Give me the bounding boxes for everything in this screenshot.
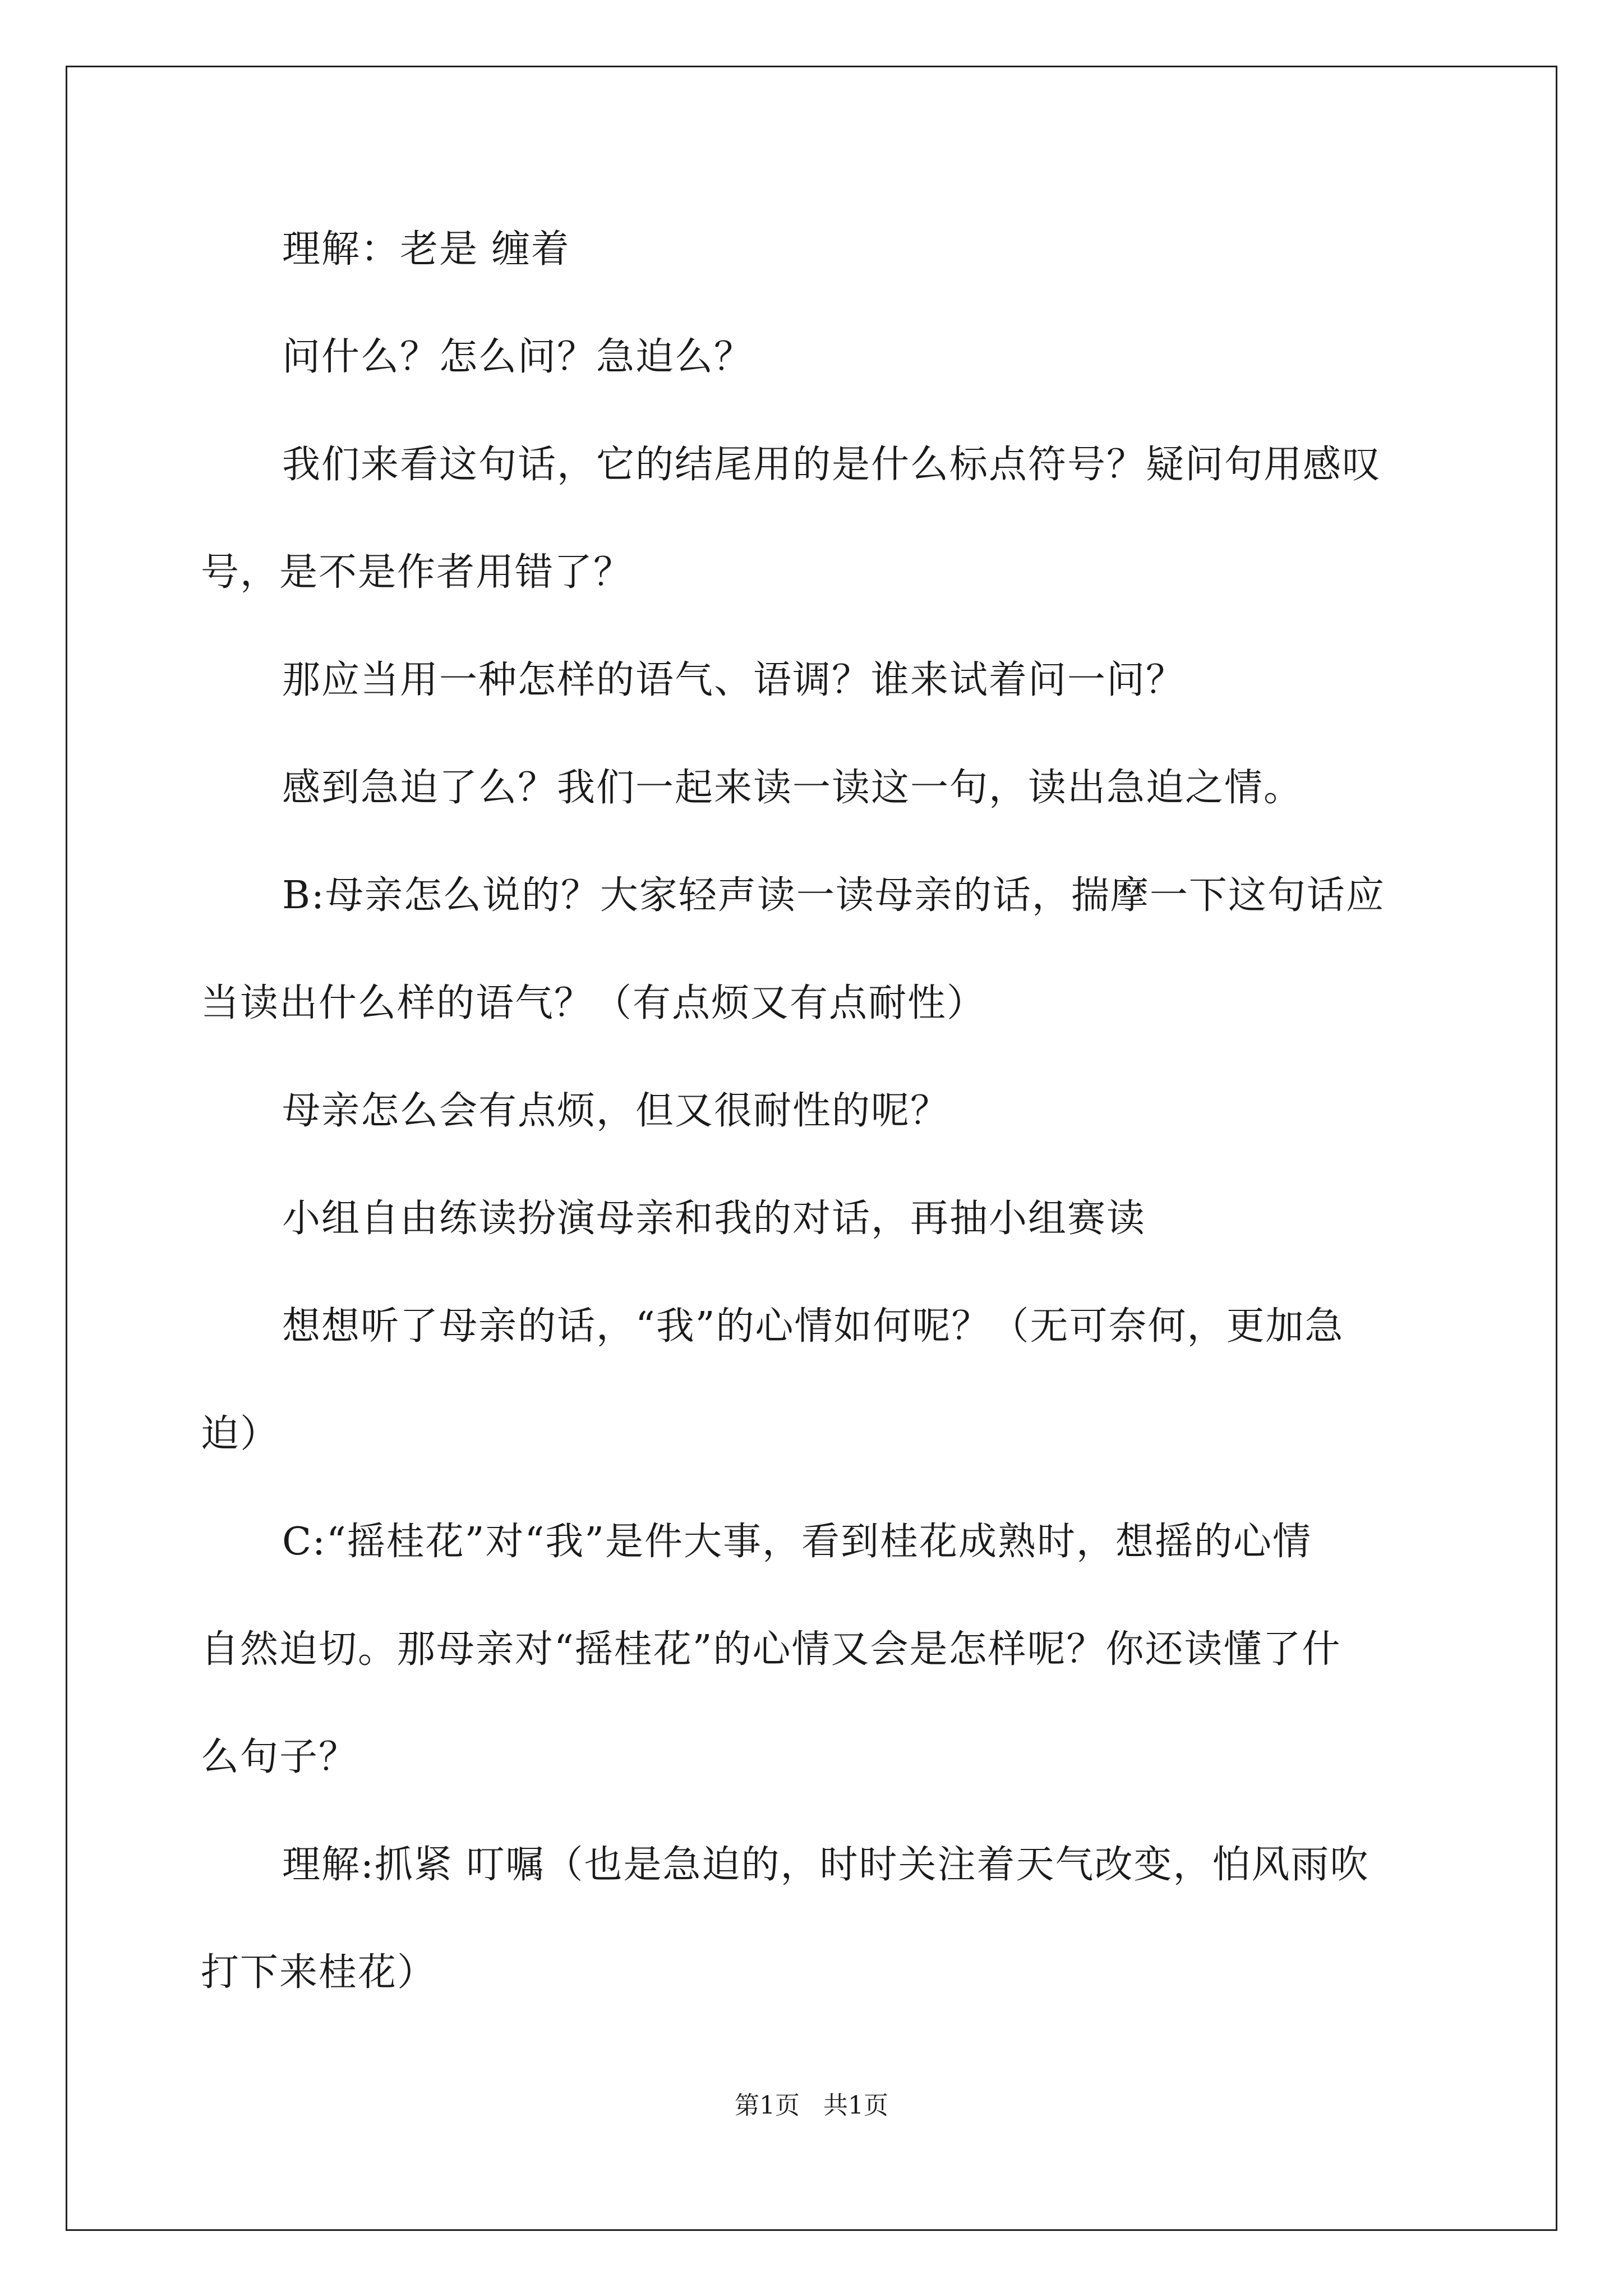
paragraph-line: 想想听了母亲的话，“我”的心情如何呢？（无可奈何，更加急 (282, 1304, 1344, 1349)
paragraph-line: 那应当用一种怎样的语气、语调？谁来试着问一问？ (282, 658, 1186, 702)
paragraph-line: 感到急迫了么？我们一起来读一读这一句，读出急迫之情。 (282, 766, 1303, 810)
paragraph-line: C:“摇桂花”对“我”是件大事，看到桂花成熟时，想摇的心情 (282, 1520, 1312, 1564)
paragraph-line: 自然迫切。那母亲对“摇桂花”的心情又会是怎样呢？你还读懂了什 (201, 1627, 1341, 1672)
paragraph-line: 迫） (201, 1412, 280, 1456)
paragraph-line: 当读出什么样的语气？（有点烦又有点耐性） (201, 981, 986, 1025)
paragraph-line: 问什么？怎么问？急迫么？ (282, 335, 754, 379)
paragraph-line: 么句子？ (201, 1735, 358, 1779)
paragraph-line: 母亲怎么会有点烦，但又很耐性的呢？ (282, 1089, 950, 1133)
paragraph-line: 我们来看这句话，它的结尾用的是什么标点符号？疑问句用感叹 (282, 443, 1382, 487)
paragraph-line: 打下来桂花） (201, 1950, 437, 1995)
paragraph-line: 小组自由练读扮演母亲和我的对话，再抽小组赛读 (282, 1197, 1146, 1241)
paragraph-line: 理解:抓紧 叮嘱（也是急迫的，时时关注着天气改变，怕风雨吹 (282, 1843, 1370, 1887)
paragraph-line: 号，是不是作者用错了？ (201, 550, 633, 595)
page-number-footer: 第1页 共1页 (735, 2091, 888, 2120)
page-border (66, 66, 1557, 2231)
paragraph-line: 理解：老是 缠着 (282, 227, 570, 272)
paragraph-line: B:母亲怎么说的？大家轻声读一读母亲的话，揣摩一下这句话应 (282, 873, 1385, 918)
